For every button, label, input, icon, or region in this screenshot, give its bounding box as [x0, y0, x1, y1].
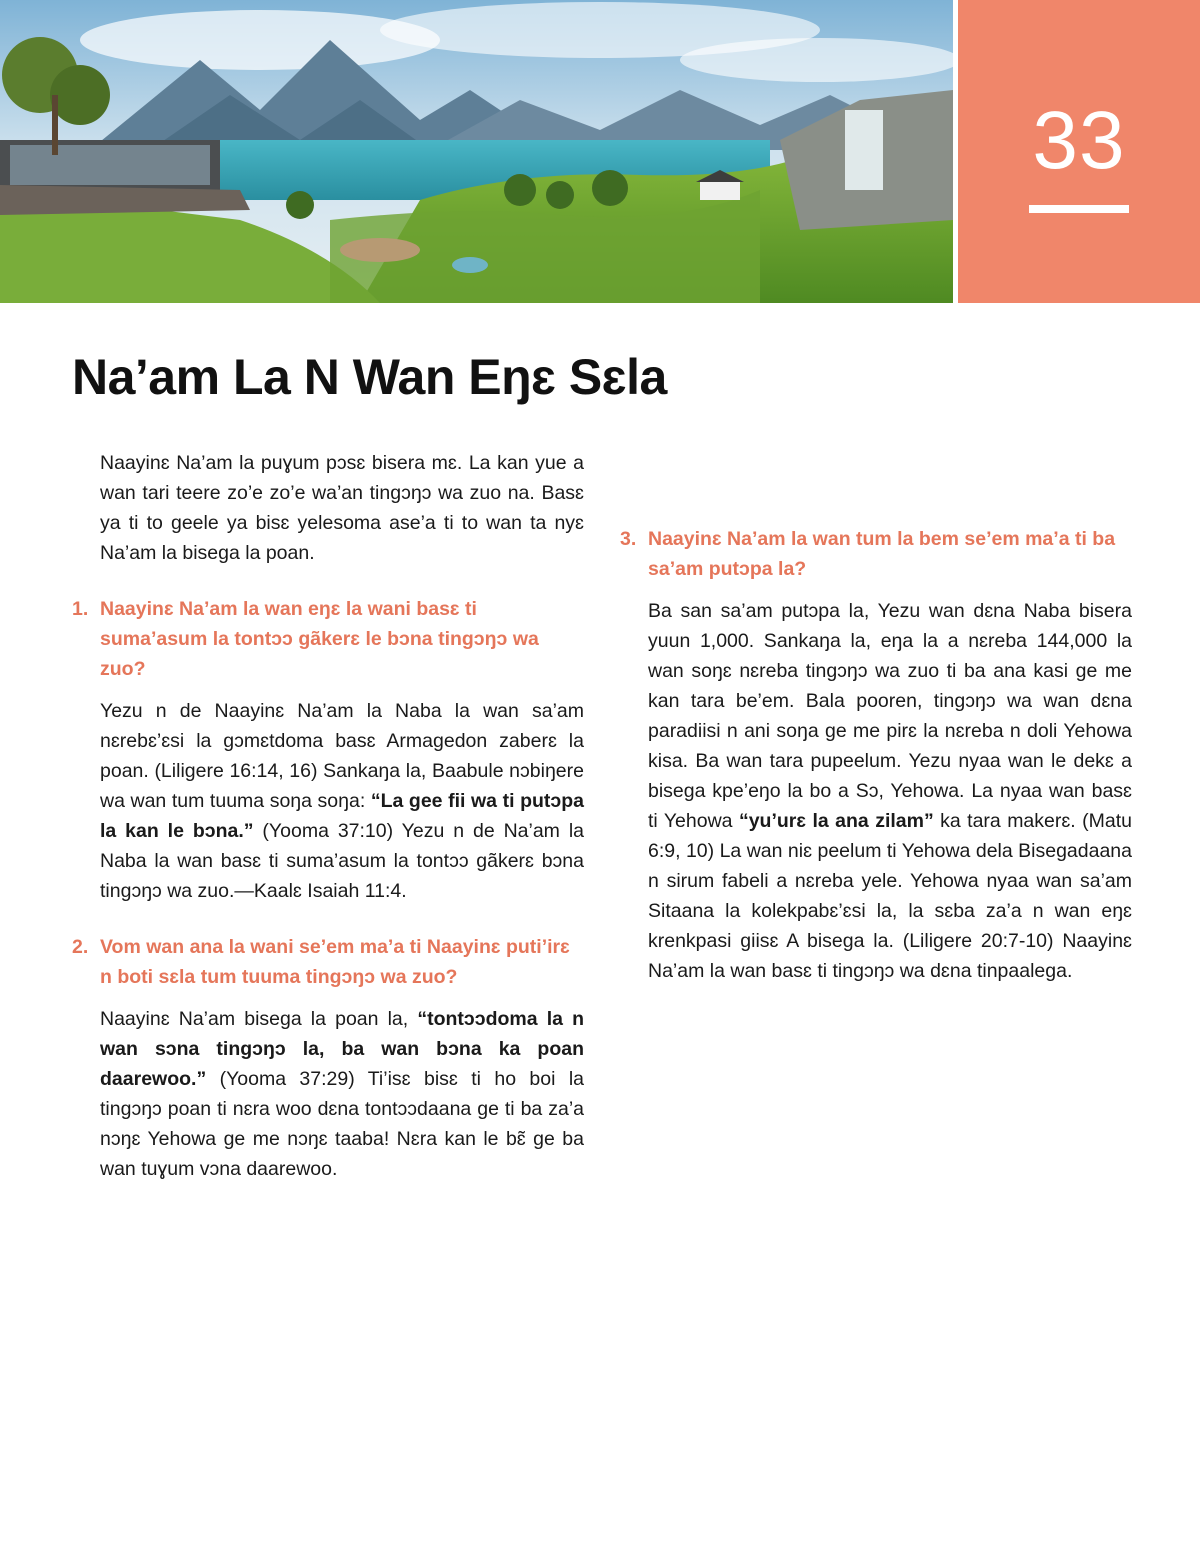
answer-text: Yezu n de Naayinɛ Na’am la Naba la wan sa’am nɛrebɛ’ɛsi la gɔmɛtdoma basɛ Armagedon zaberɛ la poan. (Liligere 16:14, 16) Sankaŋa la, Baabule nɔbiŋere wa wan tum tuuma soŋa soŋa:	[100, 700, 584, 812]
intro-paragraph: Naayinɛ Na’am la puɣum pɔsɛ bisera mɛ. La kan yue a wan tari teere zo’e zo’e wa’an tingɔŋɔ wa zuo na. Basɛ ya ti to geele ya bisɛ yelesoma ase’a ti to wan ta nyɛ Na’am la bisega la poan.	[100, 452, 584, 564]
right-column-questions	[620, 524, 1132, 986]
quoted-scripture: “yu’urɛ la ana zilam”	[738, 810, 934, 832]
question-1	[72, 594, 584, 684]
answer-text: Naayinɛ Na’am bisega la poan la,	[100, 1008, 418, 1030]
lesson-number-badge	[958, 0, 1200, 303]
answer-text: (Yooma 37:10) Yezu n de Na’am la Naba la wan basɛ ti suma’asum la tontɔɔ gãkerɛ bɔna tingɔŋɔ wa zuo.—Kaalɛ Isaiah 11:4.	[100, 820, 585, 902]
quoted-scripture: “tontɔɔdoma la n wan sɔna tingɔŋɔ la, ba wan bɔna ka poan daarewoo.”	[100, 1008, 584, 1090]
question-text: Naayinɛ Na’am la wan eŋɛ la wani basɛ ti suma’asum la tontɔɔ gãkerɛ le bɔna tingɔŋɔ wa zuo?	[100, 598, 539, 680]
question-number: 3.	[620, 528, 637, 550]
lesson-title: Na’am La N Wan Eŋɛ Sɛla	[72, 349, 667, 405]
lesson-number: 33	[1032, 95, 1126, 186]
paradise-landscape-image	[0, 0, 953, 303]
answer-3-paragraph	[648, 596, 1132, 986]
question-text: Naayinɛ Na’am la wan tum la bem se’em ma’a ti ba sa’am putɔpa la?	[648, 528, 1116, 580]
answer-text: ka tara makerɛ. (Matu 6:9, 10) La wan niɛ peelum ti Yehowa dela Bisegadaana n sirum fabeli a nɛreba yele. Yehowa nyaa wan sa’am Sitaana la kolekpabɛ’ɛsi la, la sɛba za’a n wan eŋɛ krenkpasi giisɛ A bisega la. (Liligere 20:7-10) Naayinɛ Na’am la wan basɛ ti tingɔŋɔ wa dɛna tinpaalega.	[648, 810, 1132, 982]
left-column	[72, 448, 584, 1184]
landscape-illustration	[0, 0, 953, 303]
question-3	[620, 524, 1132, 584]
answer-text: Ba san sa’am putɔpa la, Yezu wan dɛna Naba bisera yuun 1,000. Sankaŋa la, eŋa la a nɛreba 144,000 la wan soŋɛ nɛreba tingɔŋɔ wa zuo ti ba ana kasi ge me kan tara be’em. Bala pooren, tingɔŋɔ wa wan dɛna paradiisi n ani soŋa ge me pirɛ la nɛreba n doli Yehowa kisa. Ba wan tara pupeelum. Yezu nyaa wan le dekɛ a bisega kpe’eŋo la bo a Sɔ, Yehowa. La nyaa wan basɛ ti Yehowa	[648, 600, 1132, 832]
answer-1-paragraph	[100, 696, 584, 906]
question-2	[72, 932, 584, 992]
question-number: 1.	[72, 598, 89, 620]
question-number: 2.	[72, 936, 89, 958]
answer-2-paragraph	[100, 1004, 584, 1184]
quoted-scripture: “La gee fii wa ti putɔpa la kan le bɔna.”	[100, 790, 584, 842]
answer-text: (Yooma 37:29) Ti’isɛ bisɛ ti ho boi la tingɔŋɔ poan ti nɛra woo dɛna tontɔɔdaana ge ti ba za’a nɔŋɛ Yehowa ge me nɔŋɛ taaba! Nɛra kan le bɛ̃ ge ba wan tuɣum vɔna daarewoo.	[100, 1068, 584, 1180]
question-text: Vom wan ana la wani se’em ma’a ti Naayinɛ puti’irɛ n boti sɛla tum tuuma tingɔŋɔ wa zuo?	[100, 936, 570, 988]
badge-underline	[1029, 205, 1129, 213]
